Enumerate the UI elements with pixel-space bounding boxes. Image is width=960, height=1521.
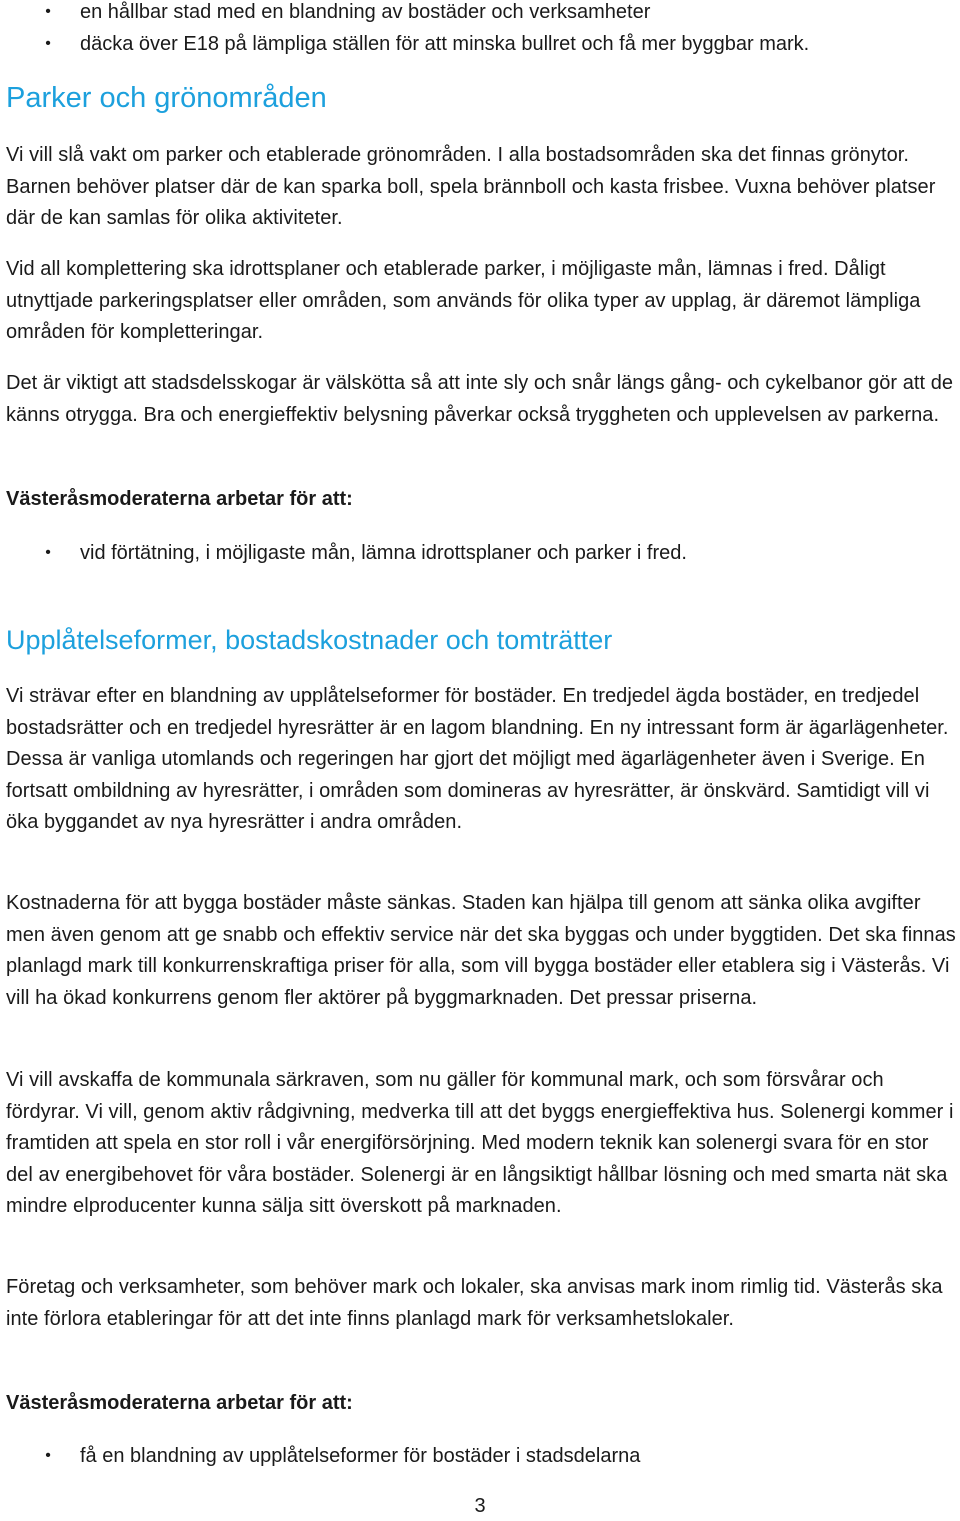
paragraph: Vi vill slå vakt om parker och etablerade grönområden. I alla bostadsområden ska det finnas grönytor. Barnen behöver platser där de kan sparka boll, spela brännboll och kasta frisbee. Vuxna behöver platser där de kan samlas för olika aktiviteter.: [6, 144, 936, 229]
lead-heading: Västeråsmoderaterna arbetar för att:: [6, 1392, 353, 1414]
paragraph: Vi vill avskaffa de kommunala särkraven, som nu gäller för kommunal mark, och som försvårar och fördyrar. Vi vill, genom aktiv rådgivning, medverka till att det byggs energieffektiva hus. Solenergi kommer i framtiden att spela en stor roll i vår energiförsörjning. Med modern teknik kan solenergi svara för en stor del av energibehovet för våra bostäder. Solenergi är en långsiktigt hållbar lösning och med smarta nät ska mindre elproducenter kunna sälja sitt överskott på marknaden.: [6, 1069, 954, 1217]
paragraph: Vi strävar efter en blandning av upplåtelseformer för bostäder. En tredjedel ägda bostäder, en tredjedel bostadsrätter och en tredjedel hyresrätter är en lagom blandning. En ny intressant form är ägarlägenheter. Dessa är vanliga utomlands och regeringen har gjort det möjligt med ägarlägenheter även i Sverige. En fortsatt ombildning av hyresrätter, i områden som domineras av hyresrätter, är önskvärd. Samtidigt vill vi öka byggandet av nya hyresrätter i andra områden.: [6, 685, 949, 833]
list-item-text: en hållbar stad med en blandning av bostäder och verksamheter: [80, 1, 651, 23]
paragraph: Kostnaderna för att bygga bostäder måste sänkas. Staden kan hjälpa till genom att sänka olika avgifter men även genom att ge snabb och effektiv service när det ska byggas och under byggtiden. Det ska finnas planlagd mark till konkurrenskraftiga priser för alla, som vill bygga bostäder eller etablera sig i Västerås. Vi vill ha ökad konkurrens genom fler aktörer på byggmarknaden. Det pressar priserna.: [6, 892, 956, 1009]
paragraph: Det är viktigt att stadsdelsskogar är välskötta så att inte sly och snår längs gång- och cykelbanor gör att de känns otrygga. Bra och energieffektiv belysning påverkar också tryggheten och upplevelsen av parkerna.: [6, 372, 954, 426]
bullet-icon: •: [45, 1447, 51, 1464]
page-number: 3: [474, 1495, 486, 1517]
bullet-icon: •: [45, 35, 51, 52]
section-heading-tenure: Upplåtelseformer, bostadskostnader och tomträtter: [6, 625, 613, 655]
paragraph: Företag och verksamheter, som behöver mark och lokaler, ska anvisas mark inom rimlig tid. Västerås ska inte förlora etableringar för att det inte finns planlagd mark för verksamhetslokaler.: [6, 1276, 943, 1330]
section-heading-parks: Parker och grönområden: [6, 82, 327, 114]
list-item-text: få en blandning av upplåtelseformer för bostäder i stadsdelarna: [80, 1445, 641, 1467]
paragraph: Vid all komplettering ska idrottsplaner och etablerade parker, i möjligaste mån, lämnas i fred. Dåligt utnyttjade parkeringsplatser eller områden, som används för olika typer av upplag, är däremot lämpliga områden för kompletteringar.: [6, 258, 921, 343]
bullet-icon: •: [45, 3, 51, 20]
bullet-icon: •: [45, 544, 51, 561]
list-item-text: däcka över E18 på lämpliga ställen för att minska bullret och få mer byggbar mark.: [80, 33, 810, 55]
lead-heading: Västeråsmoderaterna arbetar för att:: [6, 488, 353, 510]
list-item-text: vid förtätning, i möjligaste mån, lämna idrottsplaner och parker i fred.: [80, 542, 687, 564]
